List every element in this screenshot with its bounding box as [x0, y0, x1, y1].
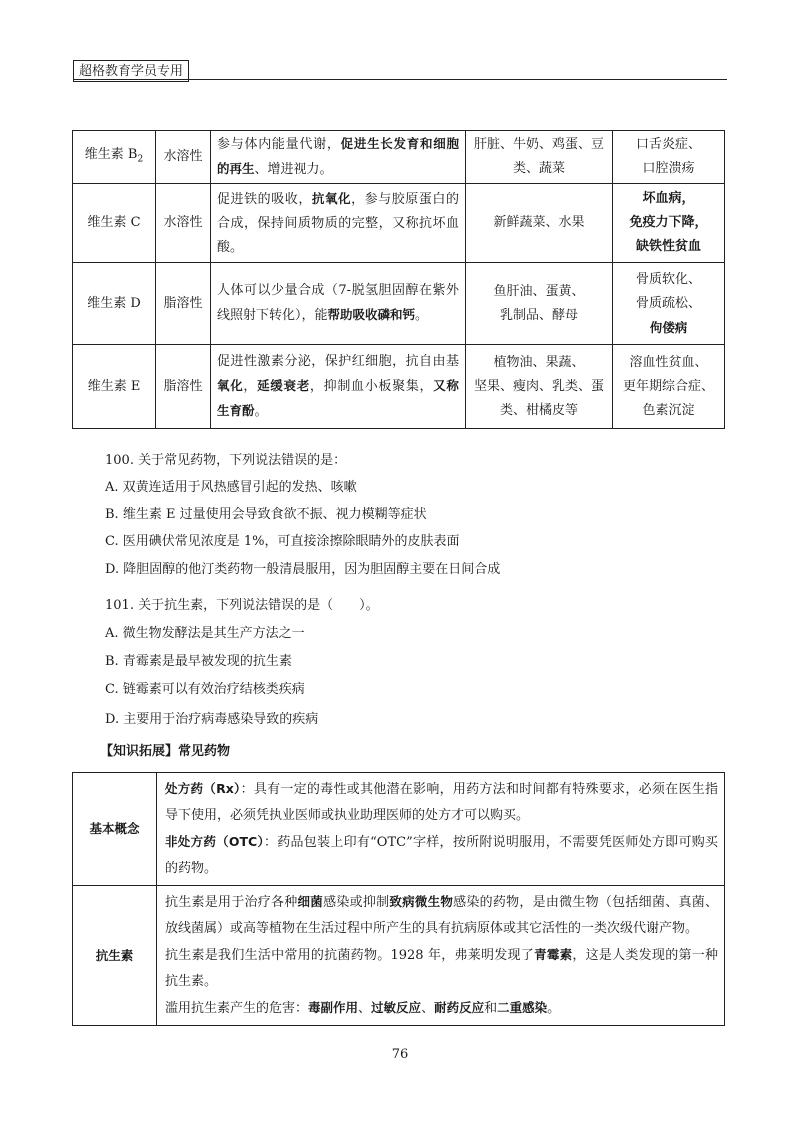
solubility: 水溶性: [156, 131, 211, 184]
solubility: 水溶性: [156, 184, 211, 263]
row-label: 抗生素: [73, 886, 157, 1026]
function: 人体可以少量合成（7-脱氢胆固醇在紫外线照射下转化），能帮助吸收磷和钙。: [211, 263, 466, 345]
row-content: 抗生素是用于治疗各种细菌感染或抑制致病微生物感染的药物，是由微生物（包括细菌、真菌、放线菌属）或高等植物在生活过程中所产生的具有抗病原体或其它活性的一类次级代谢产物。 抗生素是我们生活中常用的抗菌药物。1928 年，弗莱明发现了青霉素，这是人类发现的第一种抗生素。 滥用抗生素产生的危害：毒副作用、过敏反应、耐药反应和二重感染。: [157, 886, 725, 1026]
deficiency: 口舌炎症、 口腔溃疡: [613, 131, 725, 184]
deficiency: 溶血性贫血、 更年期综合症、 色素沉淀: [613, 345, 725, 429]
header-tag: 超格教育学员专用: [73, 60, 189, 82]
table-row: [73, 131, 725, 184]
sources: 鱼肝油、蛋黄、 乳制品、酵母: [466, 263, 613, 345]
header-rule: [73, 79, 727, 80]
deficiency: 坏血病， 免疫力下降， 缺铁性贫血: [613, 184, 725, 263]
sources: 新鲜蔬菜、水果: [466, 184, 613, 263]
solubility: 脂溶性: [156, 263, 211, 345]
page-number: 76: [391, 1047, 409, 1062]
knowledge-title: 【知识拓展】常见药物: [100, 744, 231, 759]
q101-option-b: B. 青霉素是最早被发现的抗生素: [105, 654, 292, 669]
table-row: [73, 184, 725, 263]
table-row: [73, 773, 725, 886]
q100-option-c: C. 医用碘伏常见浓度是 1%，可直接涂擦除眼睛外的皮肤表面: [105, 534, 460, 549]
row-content: 处方药（Rx）：具有一定的毒性或其他潜在影响，用药方法和时间都有特殊要求，必须在医生指导下使用，必须凭执业医师或执业助理医师的处方才可以购买。 非处方药（OTC）：药品包装上印有“OTC”字样，按所附说明服用，不需要凭医师处方即可购买的药物。: [157, 773, 725, 886]
sources: 肝脏、牛奶、鸡蛋、豆 类、蔬菜: [466, 131, 613, 184]
q100-option-d: D. 降胆固醇的他汀类药物一般清晨服用，因为胆固醇主要在日间合成: [105, 562, 501, 577]
q101-stem: 101. 关于抗生素，下列说法错误的是（ ）。: [105, 598, 379, 613]
vitamin-name: 维生素 D: [73, 263, 156, 345]
q100-stem: 100. 关于常见药物，下列说法错误的是：: [105, 453, 347, 468]
q101-option-a: A. 微生物发酵法是其生产方法之一: [105, 626, 305, 641]
q100-option-b: B. 维生素 E 过量使用会导致食欲不振、视力模糊等症状: [105, 507, 427, 522]
q100-option-a: A. 双黄连适用于风热感冒引起的发热、咳嗽: [105, 480, 357, 495]
table-row: [73, 886, 725, 1026]
table-row: [73, 263, 725, 345]
vitamin-name: 维生素 E: [73, 345, 156, 429]
deficiency: 骨质软化、 骨质疏松、 佝偻病: [613, 263, 725, 345]
function: 促进性激素分泌，保护红细胞，抗自由基氧化，延缓衰老，抑制血小板聚集，又称生育酚。: [211, 345, 466, 429]
drug-knowledge-table: [72, 772, 725, 1026]
solubility: 脂溶性: [156, 345, 211, 429]
vitamin-name: 维生素 $B_2$: [73, 131, 156, 184]
q101-option-d: D. 主要用于治疗病毒感染导致的疾病: [105, 712, 319, 727]
row-label: 基本概念: [73, 773, 157, 886]
function: 参与体内能量代谢，促进生长发育和细胞的再生、增进视力。: [211, 131, 466, 184]
q101-option-c: C. 链霉素可以有效治疗结核类疾病: [105, 682, 305, 697]
sources: 植物油、果蔬、 坚果、瘦肉、乳类、蛋 类、柑橘皮等: [466, 345, 613, 429]
vitamin-name: 维生素 C: [73, 184, 156, 263]
function: 促进铁的吸收，抗氧化，参与胶原蛋白的合成，保持间质物质的完整，又称抗坏血酸。: [211, 184, 466, 263]
vitamin-table: [72, 130, 725, 429]
table-row: [73, 345, 725, 429]
